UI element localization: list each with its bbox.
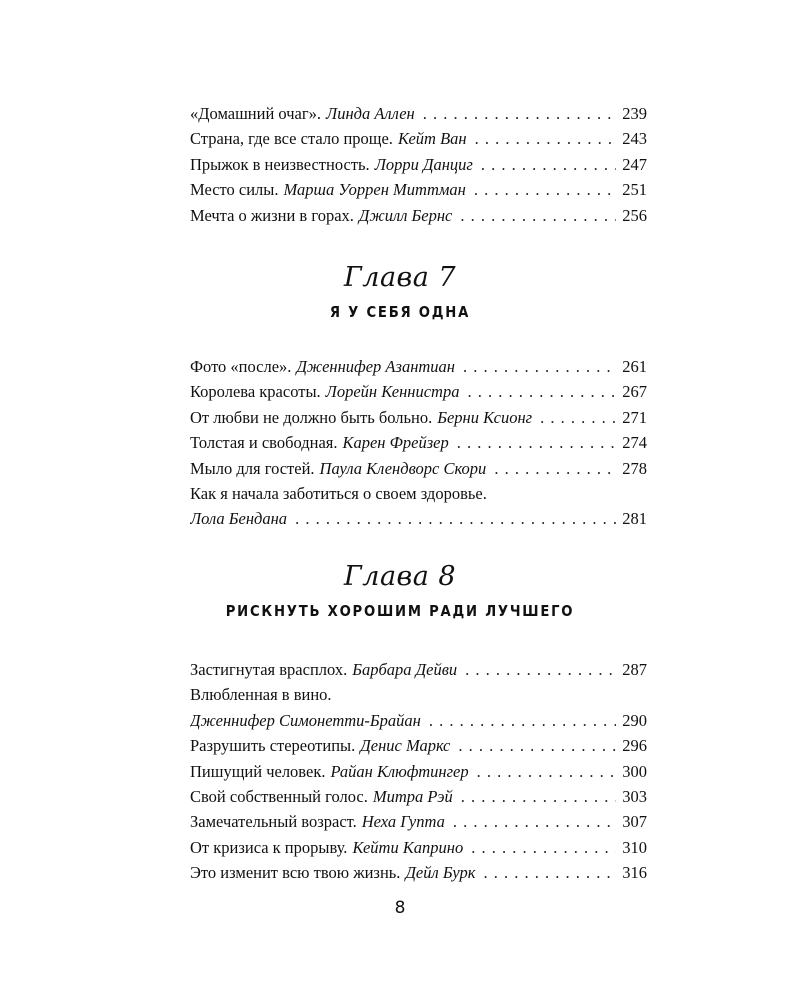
dot-leader (475, 126, 617, 151)
entry-title: «Домашний очаг». (190, 104, 322, 123)
entry-page: 307 (622, 812, 647, 832)
toc-entry-author-line (190, 506, 647, 531)
entry-title: Пишущий человек. (190, 761, 326, 781)
toc-entry (190, 152, 647, 177)
chapter-title: Я У СЕБЯ ОДНА (329, 303, 471, 321)
toc-entry (190, 784, 647, 809)
entry-title: Свой собственный голос. (190, 786, 368, 806)
page-number: 8 (394, 898, 406, 918)
entry-author: Линда Аллен (326, 104, 415, 123)
entry-title: Королева красоты. (190, 382, 321, 402)
entry-page: 278 (622, 458, 647, 478)
entry-author: Карен Фрейзер (342, 433, 449, 453)
dot-leader (463, 354, 616, 379)
entry-author: Дженнифер Азантиан (296, 357, 455, 376)
chapter-8-heading (0, 561, 800, 621)
entry-title: Прыжок в неизвестность. (190, 154, 370, 174)
toc-section-chapter-8 (190, 657, 647, 886)
entry-page: 316 (622, 863, 647, 883)
entry-title: Толстая и свободная. (190, 433, 338, 453)
entry-title: Мыло для гостей. (190, 458, 315, 478)
dot-leader (483, 860, 616, 885)
dot-leader (474, 177, 616, 202)
toc-entry (190, 126, 647, 151)
toc-entry (190, 733, 647, 758)
toc-entry-author-line (190, 708, 647, 733)
entry-page: 287 (622, 660, 647, 679)
dot-leader (540, 405, 616, 430)
toc-entry (190, 835, 647, 860)
toc-entry (190, 203, 647, 228)
entry-page: 274 (622, 433, 647, 453)
chapter-label: Глава 8 (343, 561, 457, 592)
entry-page: 267 (622, 382, 647, 402)
chapter-7-heading (0, 262, 800, 322)
entry-page: 310 (622, 837, 647, 857)
dot-leader (295, 506, 616, 531)
dot-leader (461, 784, 617, 809)
entry-author: Кейти Каприно (352, 837, 464, 857)
entry-author: Берни Ксионг (437, 407, 533, 427)
entry-author: Денис Маркс (360, 736, 451, 756)
dot-leader (481, 152, 616, 177)
toc-section-top (190, 101, 647, 228)
toc-entry (190, 354, 647, 379)
toc-entry (190, 177, 647, 202)
entry-title: От кризиса к прорыву. (190, 837, 348, 857)
toc-entry-title-line (190, 682, 647, 707)
entry-author: Райан Клюфтингер (330, 761, 469, 781)
entry-author: Паула Клендворс Скори (319, 458, 487, 478)
entry-page: 271 (622, 407, 647, 427)
entry-author: Митра Рэй (372, 786, 453, 806)
toc-entry (190, 379, 647, 404)
entry-page: 251 (622, 180, 647, 200)
entry-author: Лорейн Кеннистра (325, 382, 460, 402)
toc-entry (190, 860, 647, 885)
entry-page: 300 (622, 761, 647, 781)
entry-author: Марша Уоррен Миттман (283, 180, 466, 200)
dot-leader (471, 835, 616, 860)
entry-page: 261 (622, 357, 647, 376)
toc-entry (190, 657, 647, 682)
toc-entry (190, 405, 647, 430)
entry-title: Страна, где все стало проще. (190, 129, 393, 149)
toc-entry (190, 809, 647, 834)
entry-page: 239 (622, 104, 647, 123)
toc-entry-title-line (190, 481, 647, 506)
dot-leader (477, 759, 617, 784)
entry-page: 243 (622, 129, 647, 149)
entry-author: Дейл Бурк (405, 863, 476, 883)
entry-author: Барбара Дейви (352, 660, 458, 679)
entry-author: Лола Бендана (190, 509, 288, 529)
toc-section-chapter-7 (190, 354, 647, 532)
dot-leader (460, 203, 616, 228)
dot-leader (457, 430, 617, 455)
toc-entry (190, 101, 647, 126)
entry-page: 303 (622, 786, 647, 806)
toc-entry (190, 456, 647, 481)
entry-title: Разрушить стереотипы. (190, 736, 356, 756)
entry-page: 290 (622, 710, 647, 730)
chapter-title: РИСКНУТЬ ХОРОШИМ РАДИ ЛУЧШЕГО (225, 602, 575, 620)
dot-leader (429, 708, 616, 733)
entry-title: Это изменит всю твою жизнь. (190, 863, 401, 883)
dot-leader (465, 657, 616, 682)
entry-title: Как я начала заботиться о своем здоровье. (190, 483, 487, 503)
chapter-label: Глава 7 (343, 262, 457, 293)
entry-author: Лорри Данциг (374, 154, 473, 174)
dot-leader (494, 456, 616, 481)
entry-title: Фото «после». (190, 357, 292, 376)
entry-page: 247 (622, 154, 647, 174)
dot-leader (453, 809, 616, 834)
dot-leader (458, 733, 616, 758)
entry-title: Влюбленная в вино. (190, 685, 332, 705)
entry-author: Дженнифер Симонетти-Брайан (190, 710, 421, 730)
entry-title: Застигнутая врасплох. (190, 660, 348, 679)
entry-author: Неха Гупта (361, 812, 445, 832)
dot-leader (467, 379, 616, 404)
entry-title: Место силы. (190, 180, 279, 200)
entry-page: 281 (622, 509, 647, 529)
entry-page: 296 (622, 736, 647, 756)
entry-title: Замечательный возраст. (190, 812, 357, 832)
dot-leader (423, 101, 617, 126)
toc-entry (190, 759, 647, 784)
entry-title: От любви не должно быть больно. (190, 407, 433, 427)
entry-author: Кейт Ван (397, 129, 467, 149)
entry-author: Джилл Бернс (358, 205, 453, 225)
entry-title: Мечта о жизни в горах. (190, 205, 354, 225)
entry-page: 256 (622, 205, 647, 225)
toc-entry (190, 430, 647, 455)
